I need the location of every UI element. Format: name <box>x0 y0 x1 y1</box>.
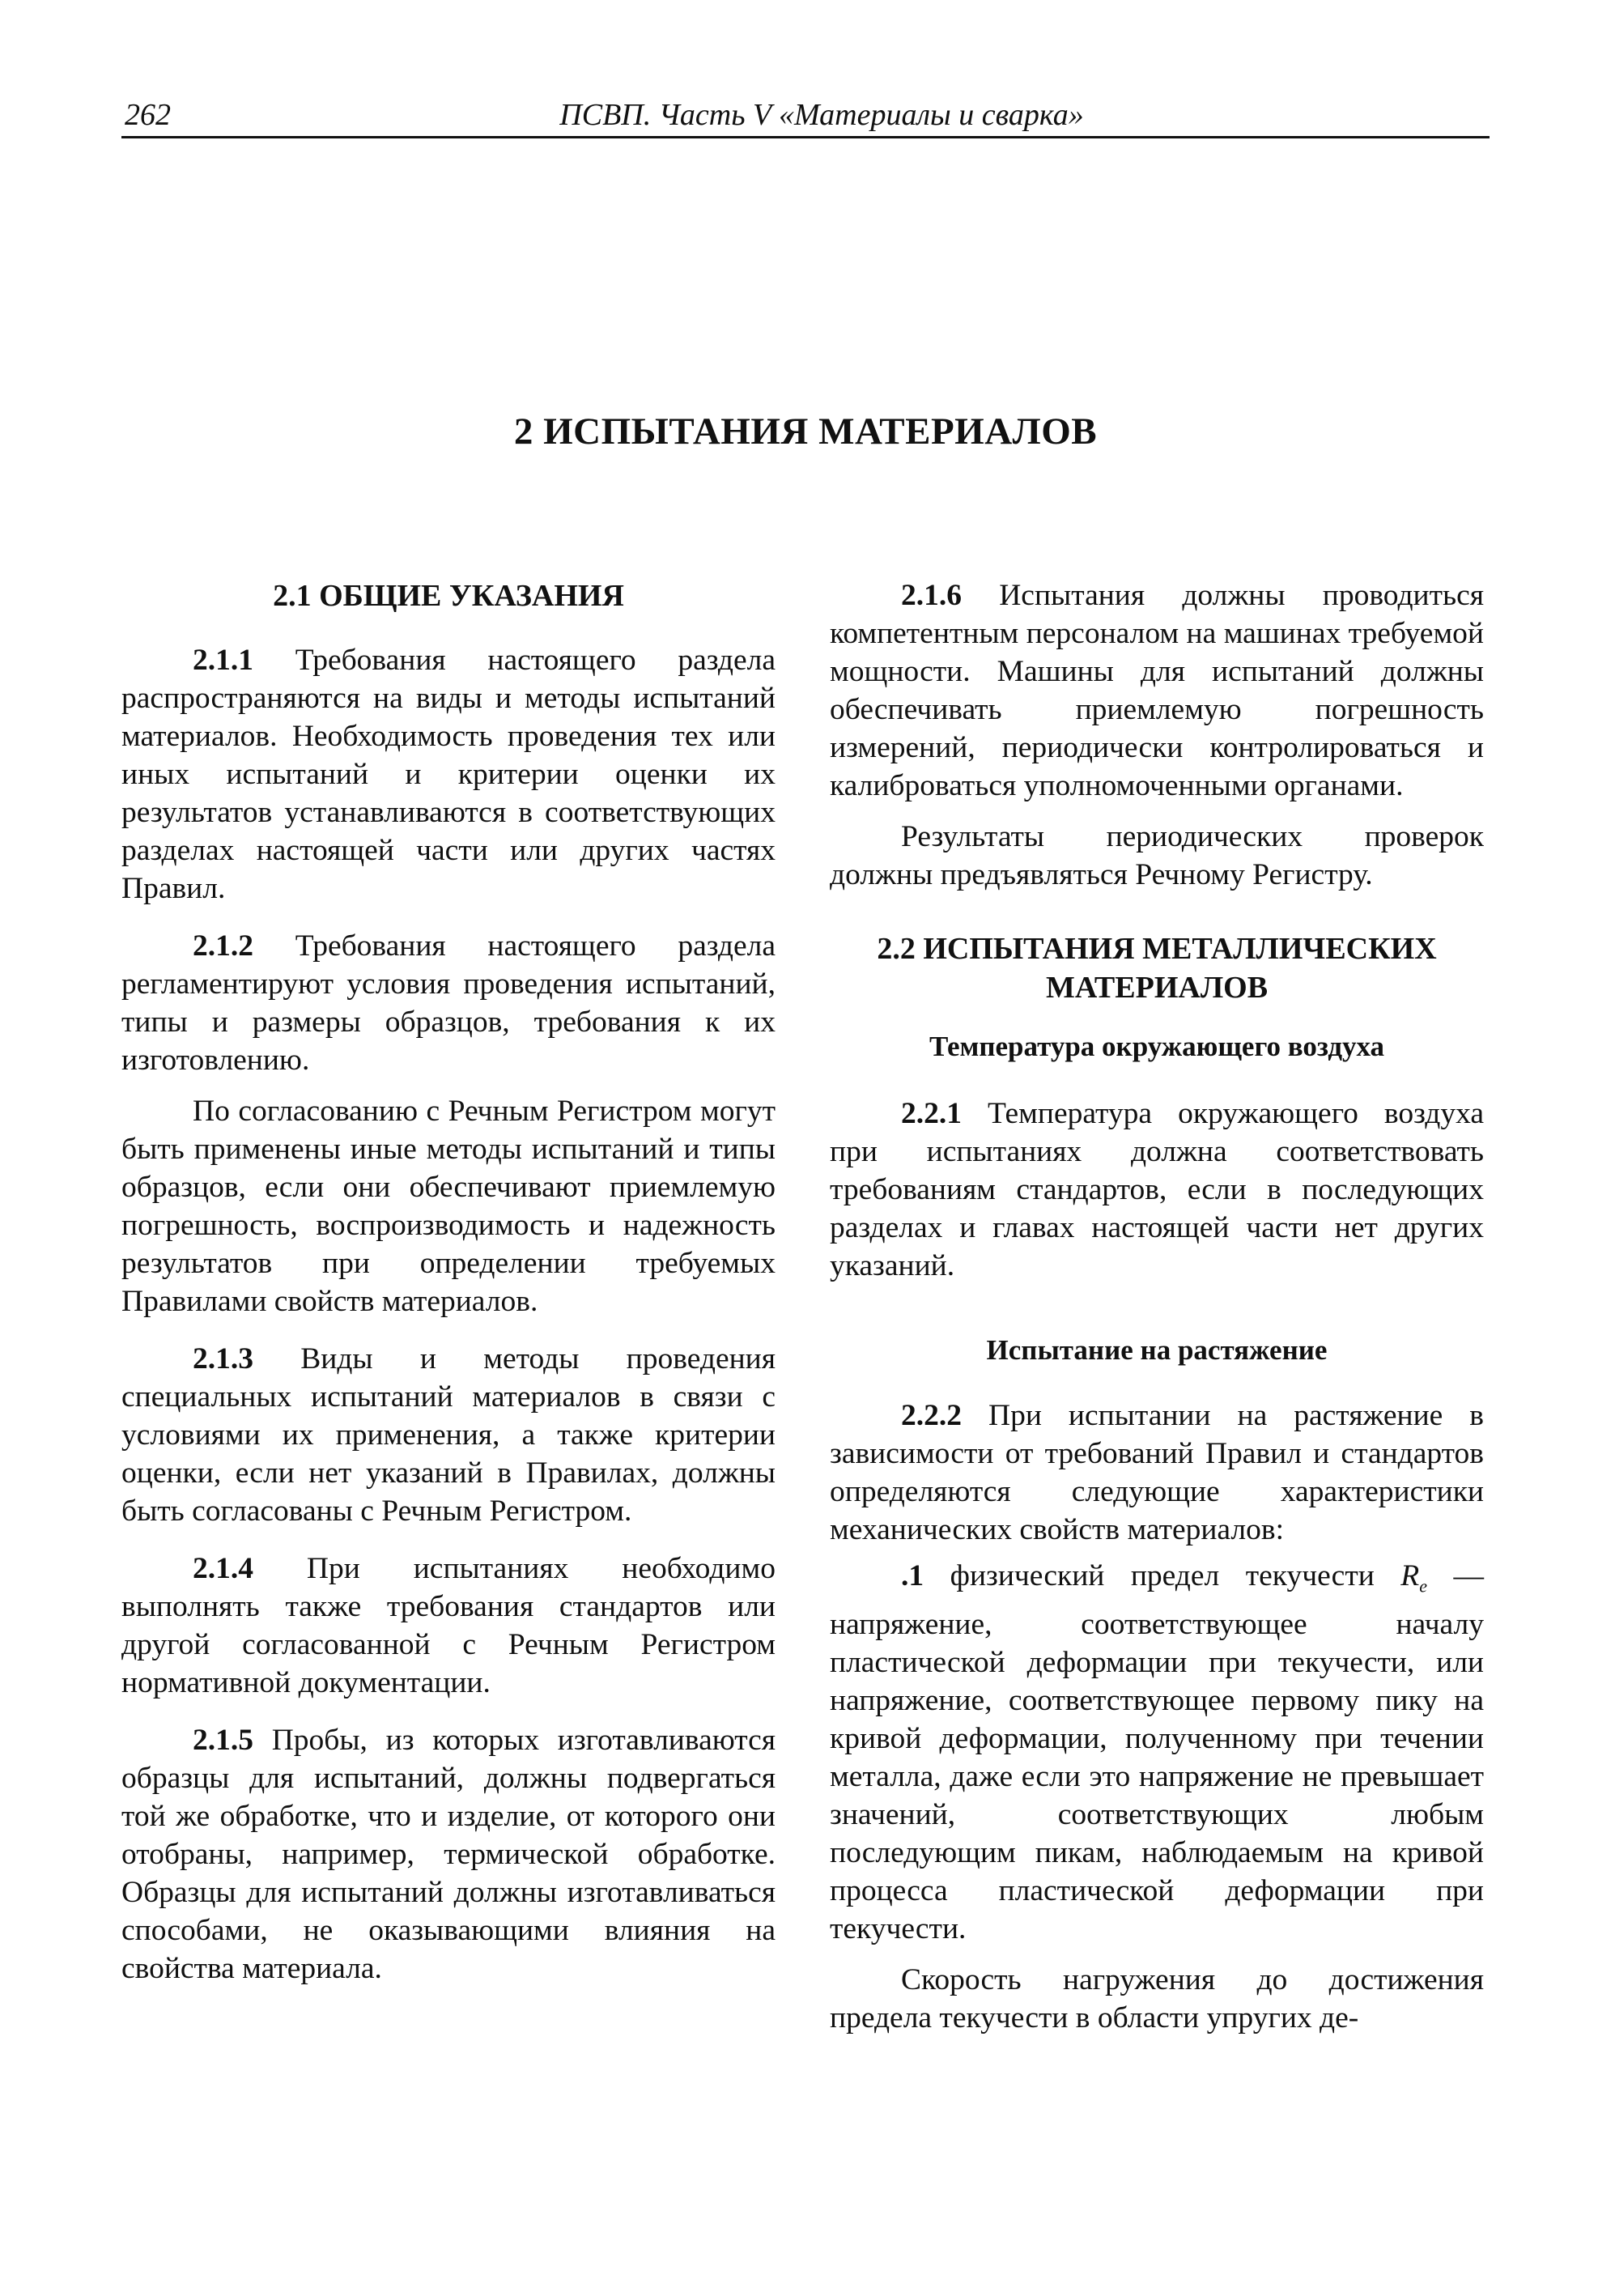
header-rule <box>121 136 1490 138</box>
subsection-title-temperature: Температура окружающего воздуха <box>929 1031 1385 1062</box>
section-title-2-2 <box>830 929 1484 1007</box>
paragraph-number: 2.1.3 <box>193 1342 253 1375</box>
running-title: ПСВП. Часть V «Материалы и сварка» <box>559 98 1084 132</box>
page-number: 262 <box>125 98 171 132</box>
section-title-line: 2.2 ИСПЫТАНИЯ МЕТАЛЛИЧЕСКИХ <box>877 932 1437 966</box>
paragraph-number: 2.1.6 <box>901 579 962 612</box>
subsection-title-tension: Испытание на растяжение <box>986 1334 1328 1366</box>
list-item-1 <box>830 1557 1484 1948</box>
section-title-line: МАТЕРИАЛОВ <box>1045 971 1269 1005</box>
paragraph-number: 2.2.1 <box>901 1097 962 1130</box>
paragraph-number: 2.1.4 <box>193 1552 253 1585</box>
section-title-2-1: 2.1 ОБЩИЕ УКАЗАНИЯ <box>273 579 624 613</box>
symbol-subscript: e <box>1419 1575 1427 1597</box>
paragraph-text: Требования настоящего раздела распространяются на виды и методы испытаний материалов. Необходимость проведения тех или иных испытаний и критерии оценки их результатов устанавливаются в соответствующих разделах настоящей части или других частях Правил. <box>121 644 776 905</box>
paragraph-2-2-1 <box>830 1095 1484 1285</box>
paragraph-2-2-2 <box>830 1397 1484 1549</box>
paragraph-2-1-1 <box>121 641 776 908</box>
paragraph-2-1-2 <box>121 927 776 1079</box>
paragraph-2-1-2-continued: По согласованию с Речным Регистром могут быть применены иные методы испытаний и типы образцов, если они обеспечивают приемлемую погрешность, воспроизводимость и надежность результатов при определении требуемых Правилами свойств материалов. <box>121 1095 776 1318</box>
paragraph-loading-speed: Скорость нагружения до достижения предела текучести в области упругих де- <box>830 1962 1484 2035</box>
left-column <box>121 576 776 2007</box>
paragraph-2-1-6-continued: Результаты периодических проверок должны предъявляться Речному Регистру. <box>830 820 1484 891</box>
paragraph-text: Температура окружающего воздуха при испытаниях должна соответствовать требованиям стандартов, если в последующих разделах и главах настоящей части нет других указаний. <box>830 1097 1484 1282</box>
yield-strength-symbol <box>1400 1559 1427 1597</box>
paragraph-number: 2.2.2 <box>901 1399 962 1432</box>
symbol-letter: R <box>1400 1559 1420 1592</box>
paragraph-number: 2.1.5 <box>193 1724 253 1757</box>
paragraph-text: Пробы, из которых изготавливаются образцы для испытаний, должны подвергаться той же обработке, что и изделие, от которого они отобраны, например, термической обработке. Образцы для испытаний должны изготавливаться способами, не оказывающими влияния на свойства материала. <box>121 1724 776 1985</box>
paragraph-2-1-6 <box>830 576 1484 805</box>
paragraph-text: При испытании на растяжение в зависимости от требований Правил и стандартов определяются следующие характеристики механических свойств материалов: <box>830 1399 1484 1546</box>
paragraph-text: Виды и методы проведения специальных испытаний материалов в связи с условиями их применения, а также критерии оценки, если нет указаний в Правилах, должны быть согласованы с Речным Регистром. <box>121 1342 776 1528</box>
page-header <box>121 91 1490 141</box>
paragraph-2-1-4 <box>121 1550 776 1702</box>
paragraph-2-1-3 <box>121 1340 776 1530</box>
paragraph-text: Требования настоящего раздела регламентируют условия проведения испытаний, типы и размеры образцов, требования к их изготовлению. <box>121 929 776 1077</box>
paragraph-number: 2.1.1 <box>193 644 253 677</box>
paragraph-text: При испытаниях необходимо выполнять также требования стандартов или другой согласованной с Речным Регистром нормативной документации. <box>121 1552 776 1699</box>
paragraph-text: Испытания должны проводиться компетентным персоналом на машинах требуемой мощности. Машины для испытаний должны обеспечивать приемлемую погрешность измерений, периодически контролироваться и калиброваться уполномоченными органами. <box>830 579 1484 802</box>
list-item-number: .1 <box>901 1559 924 1592</box>
paragraph-number: 2.1.2 <box>193 929 253 963</box>
chapter-title: 2 ИСПЫТАНИЯ МАТЕРИАЛОВ <box>513 410 1098 453</box>
list-item-text: — напряжение, соответствующее началу пластической деформации при текучести, или напряжение, соответствующее первому пику на кривой деформации, полученному при течении металла, даже если это напряжение не превышает значений, соответствующих любым последующим пикам, наблюдаемым на кривой процесса пластической деформации при текучести. <box>830 1559 1484 1945</box>
right-column <box>830 576 1484 2056</box>
paragraph-2-1-5 <box>121 1721 776 1988</box>
list-item-text: физический предел текучести <box>924 1559 1401 1592</box>
